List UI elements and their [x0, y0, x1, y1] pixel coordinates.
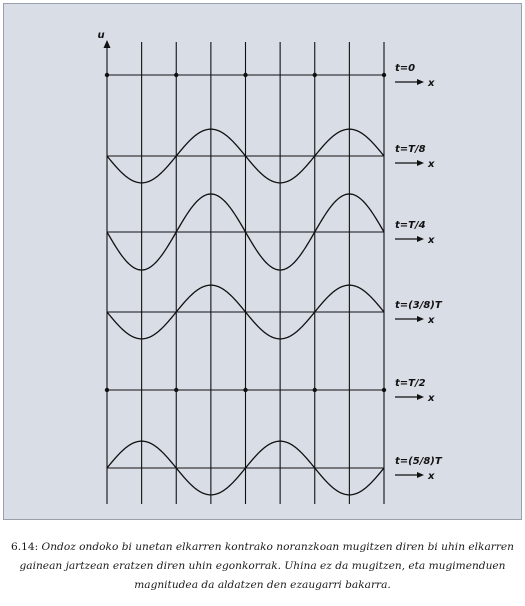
wave-point-marker — [313, 73, 317, 77]
wave-point-marker — [382, 388, 386, 392]
time-label: t=T/2 — [395, 378, 426, 389]
x-direction-arrowhead — [417, 79, 424, 85]
wave-point-marker — [174, 73, 178, 77]
figure-caption — [10, 538, 515, 595]
u-axis-label: u — [97, 30, 105, 41]
x-direction-arrowhead — [417, 236, 424, 242]
caption-text: Ondoz ondoko bi unetan elkarren kontrako noranzkoan mugitzen diren bi uhin elkarren gainean jartzean eratzen diren uhin egonkorrak. Uhina ez da mugitzen, eta mugimenduen magnitudea da aldatzen den ezaugarri bakarra. — [19, 541, 514, 591]
time-label: t=(5/8)T — [395, 456, 442, 467]
x-axis-label: x — [428, 315, 435, 326]
caption-number: 6.14: — [11, 541, 39, 553]
wave-point-marker — [382, 73, 386, 77]
standing-wave-diagram — [4, 4, 523, 521]
wave-point-marker — [243, 73, 247, 77]
time-label: t=(3/8)T — [395, 300, 442, 311]
wave-point-marker — [105, 388, 109, 392]
x-axis-label: x — [428, 159, 435, 170]
x-direction-arrowhead — [417, 316, 424, 322]
x-axis-label: x — [428, 78, 435, 89]
x-direction-arrowhead — [417, 160, 424, 166]
x-direction-arrowhead — [417, 394, 424, 400]
wave-point-marker — [313, 388, 317, 392]
x-axis-label: x — [428, 471, 435, 482]
time-label: t=T/4 — [395, 220, 426, 231]
wave-point-marker — [174, 388, 178, 392]
time-label: t=T/8 — [395, 144, 426, 155]
x-axis-label: x — [428, 393, 435, 404]
wave-point-marker — [243, 388, 247, 392]
x-axis-label: x — [428, 235, 435, 246]
x-direction-arrowhead — [417, 472, 424, 478]
u-axis-arrowhead — [104, 40, 111, 48]
time-label: t=0 — [395, 63, 416, 74]
figure-panel — [3, 3, 522, 520]
wave-point-marker — [105, 73, 109, 77]
